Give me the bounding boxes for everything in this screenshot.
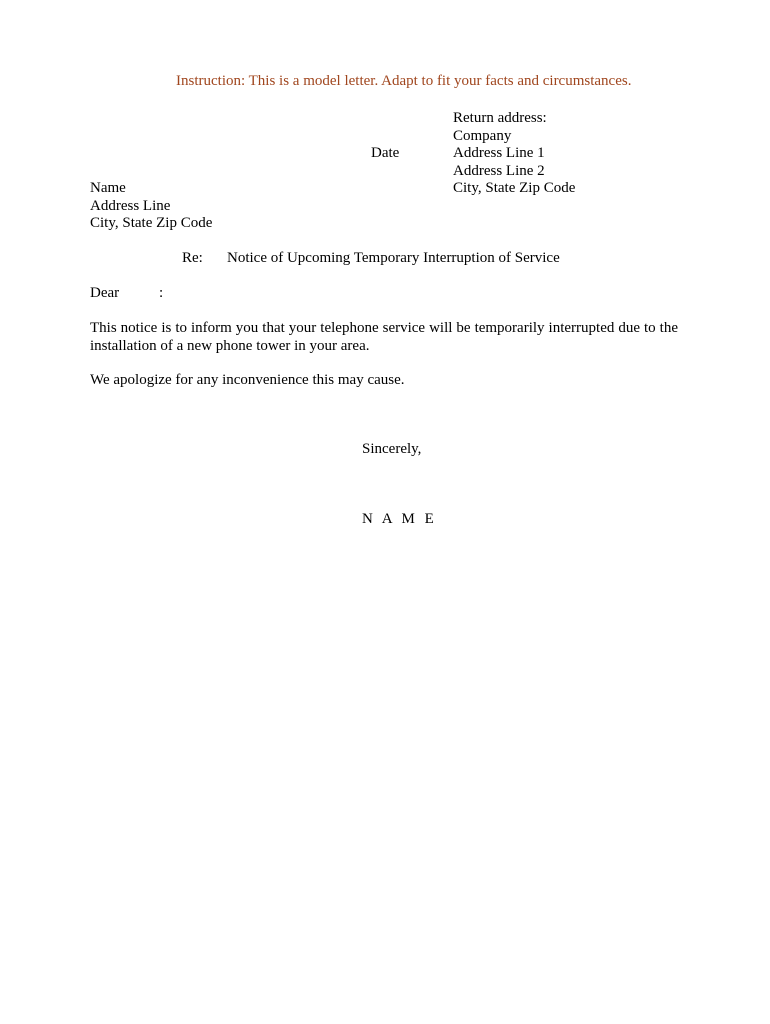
- return-address-company: Company: [453, 127, 512, 144]
- salutation-dear: Dear: [90, 285, 120, 301]
- date-field: Date: [371, 145, 400, 161]
- re-subject: Notice of Upcoming Temporary Interruption of Service: [227, 250, 560, 266]
- recipient-name: Name: [90, 180, 126, 196]
- return-address-city-state-zip: City, State Zip Code: [453, 180, 576, 196]
- body-paragraph-1: This notice is to inform you that your telephone service will be temporarily interrupted due to the installation of a new phone tower in your area.: [90, 320, 678, 354]
- return-address-line-1: Address Line 1: [453, 145, 545, 161]
- salutation-colon: :: [159, 285, 164, 301]
- return-address-label: Return address:: [453, 110, 547, 126]
- recipient-city-state-zip: City, State Zip Code: [90, 215, 213, 231]
- recipient-address-line: Address Line: [90, 197, 171, 214]
- body-paragraph-2: We apologize for any inconvenience this may cause.: [90, 372, 405, 388]
- instruction-note: Instruction: This is a model letter. Adapt to fit your facts and circumstances.: [176, 73, 632, 89]
- recipient-address-block: [90, 180, 212, 233]
- closing: Sincerely,: [362, 441, 422, 457]
- return-address-line-2: Address Line 2: [453, 162, 545, 179]
- re-label: Re:: [182, 250, 203, 266]
- signature-name: N A M E: [362, 511, 437, 527]
- return-address-block: [453, 110, 575, 198]
